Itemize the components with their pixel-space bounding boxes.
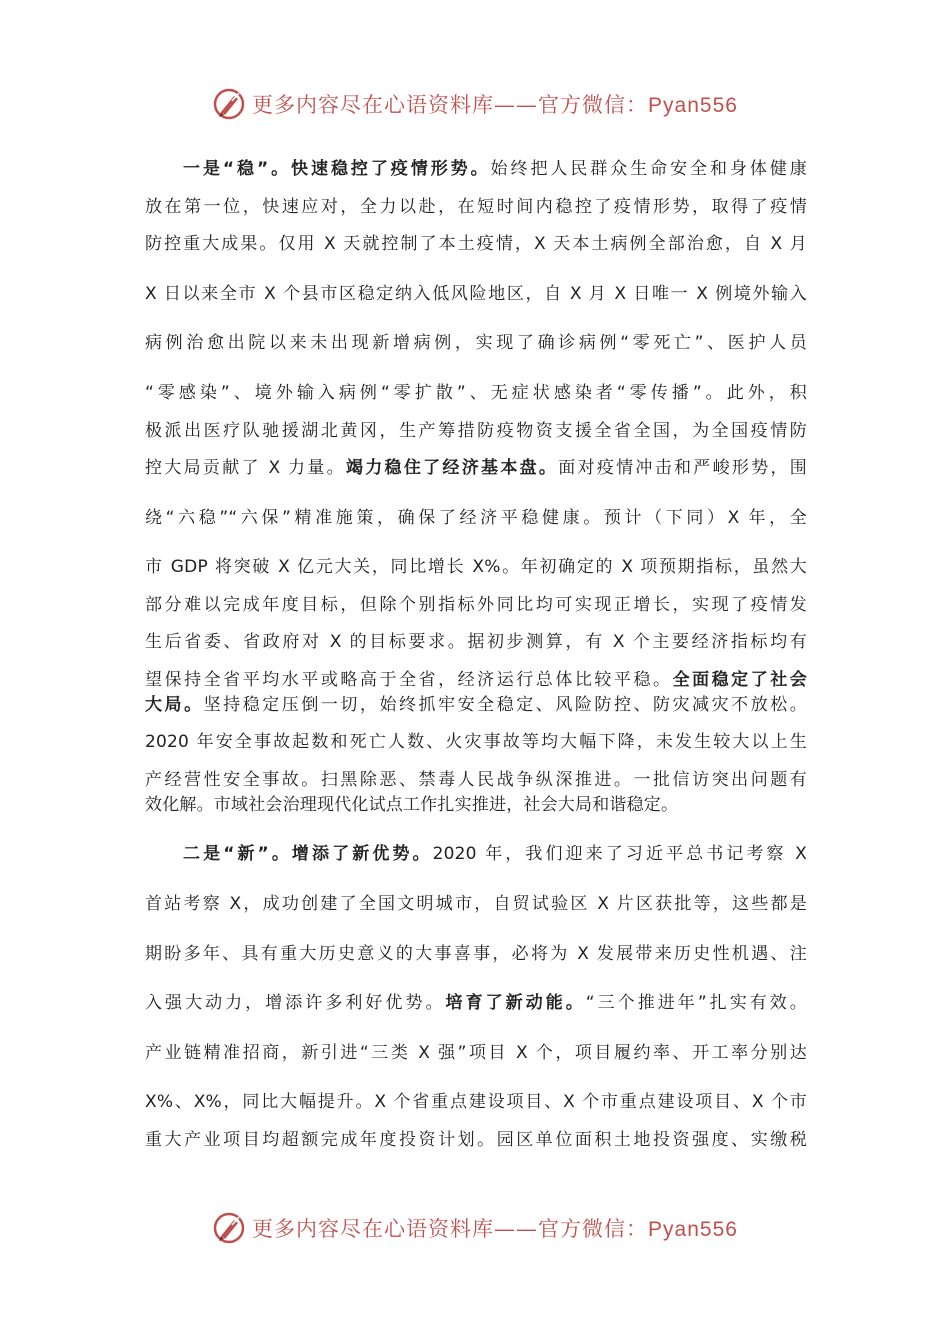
text-line: [183, 842, 807, 866]
body-text: 效化解。市域社会治理现代化试点工作扎实推进，社会大局和谐稳定。: [145, 795, 679, 815]
watermark-wechat-id: Pyan556: [648, 1218, 738, 1241]
watermark-site: 更多内容尽在心语资料库: [252, 1217, 495, 1241]
body-text: 2020 年，我们迎来了习近平总书记考察 X: [432, 844, 807, 864]
body-text: “三个推进年”扎实有效。: [585, 993, 808, 1013]
bold-heading-text: 竭力稳住了经济基本盘。: [345, 458, 559, 478]
text-line: [145, 668, 807, 692]
text-line: [145, 331, 807, 355]
text-line: [145, 768, 807, 792]
bold-heading-text: 二是“新”。增添了新优势。: [183, 844, 433, 864]
body-text: 病例治愈出院以来未出现新增病例，实现了确诊病例“零死亡”、医护人员: [145, 333, 807, 353]
text-line: [145, 1090, 807, 1114]
body-text: 控大局贡献了 X 力量。: [145, 458, 346, 478]
watermark-banner-top: [0, 84, 950, 124]
watermark-wechat-label: 官方微信：: [538, 93, 649, 117]
body-text: 防控重大成果。仅用 X 天就控制了本土疫情，X 天本土病例全部治愈，自 X 月: [145, 234, 807, 254]
watermark-dash: ——: [494, 1217, 539, 1241]
text-line: [145, 630, 807, 654]
text-line: [145, 195, 807, 219]
body-text: 首站考察 X，成功创建了全国文明城市，自贸试验区 X 片区获批等，这些都是: [145, 894, 807, 914]
body-text: 2020 年安全事故起数和死亡人数、火灾事故等均大幅下降，未发生较大以上生: [145, 732, 807, 752]
bold-heading-text: 培育了新动能。: [445, 993, 586, 1013]
watermark-text: [252, 1213, 738, 1243]
text-line: [145, 793, 807, 817]
pen-logo-icon: [212, 1211, 246, 1245]
bold-heading-text: 大局。: [145, 695, 204, 715]
bold-heading-text: 全面稳定了社会: [672, 670, 807, 690]
text-line: [145, 456, 807, 480]
watermark-site: 更多内容尽在心语资料库: [252, 93, 495, 117]
body-text: 坚持稳定压倒一切，始终抓牢安全稳定、风险防控、防灾减灾不放松。: [203, 695, 807, 715]
text-line: [145, 991, 807, 1015]
body-text: 产经营性安全事故。扫黑除恶、禁毒人民战争纵深推进。一批信访突出问题有: [145, 770, 807, 790]
body-text: 入强大动力，增添许多利好优势。: [145, 993, 446, 1013]
text-line: [145, 381, 807, 405]
watermark-dash: ——: [494, 93, 539, 117]
body-text: 绕“六稳”“六保”精准施策，确保了经济平稳健康。预计（下同）X 年，全: [145, 508, 807, 528]
body-text: 部分难以完成年度目标，但除个别指标外同比均可实现正增长，实现了疫情发: [145, 595, 807, 615]
watermark-banner-bottom: [0, 1208, 950, 1248]
text-line: [145, 593, 807, 617]
text-line: [145, 892, 807, 916]
text-line: [145, 506, 807, 530]
body-text: X%、X%，同比大幅提升。X 个省重点建设项目、X 个市重点建设项目、X 个市: [145, 1092, 807, 1112]
body-text: 面对疫情冲击和严峻形势，围: [558, 458, 807, 478]
text-line: [145, 693, 807, 717]
pen-logo-icon: [212, 87, 246, 121]
text-line: [145, 419, 807, 443]
body-text: 市 GDP 将突破 X 亿元大关，同比增长 X%。年初确定的 X 项预期指标，虽然大: [145, 557, 807, 577]
text-line: [145, 555, 807, 579]
body-text: 极派出医疗队驰援湖北黄冈，生产筹措防疫物资支援全省全国，为全国疫情防: [145, 421, 807, 441]
text-line: [145, 282, 807, 306]
body-text: 重大产业项目均超额完成年度投资计划。园区单位面积土地投资强度、实缴税: [145, 1130, 807, 1150]
watermark-wechat-id: Pyan556: [648, 94, 738, 117]
text-line: [145, 730, 807, 754]
body-text: 始终把人民群众生命安全和身体健康: [490, 159, 807, 179]
text-line: [145, 1128, 807, 1152]
body-text: 生后省委、省政府对 X 的目标要求。据初步测算，有 X 个主要经济指标均有: [145, 632, 807, 652]
text-line: [145, 1041, 807, 1065]
text-line: [183, 157, 807, 181]
body-text: 放在第一位，快速应对，全力以赴，在短时间内稳控了疫情形势，取得了疫情: [145, 197, 807, 217]
text-line: [145, 942, 807, 966]
bold-heading-text: 一是“稳”。快速稳控了疫情形势。: [183, 159, 491, 179]
watermark-text: [252, 89, 738, 119]
body-text: X 日以来全市 X 个县市区稳定纳入低风险地区，自 X 月 X 日唯一 X 例境外输入: [145, 284, 807, 304]
body-text: 期盼多年、具有重大历史意义的大事喜事，必将为 X 发展带来历史性机遇、注: [145, 944, 807, 964]
body-text: 望保持全省平均水平或略高于全省，经济运行总体比较平稳。: [145, 670, 673, 690]
watermark-wechat-label: 官方微信：: [538, 1217, 649, 1241]
text-line: [145, 232, 807, 256]
body-text: 产业链精准招商，新引进“三类 X 强”项目 X 个，项目履约率、开工率分别达: [145, 1043, 807, 1063]
body-text: “零感染”、境外输入病例“零扩散”、无症状感染者“零传播”。此外，积: [145, 383, 807, 403]
